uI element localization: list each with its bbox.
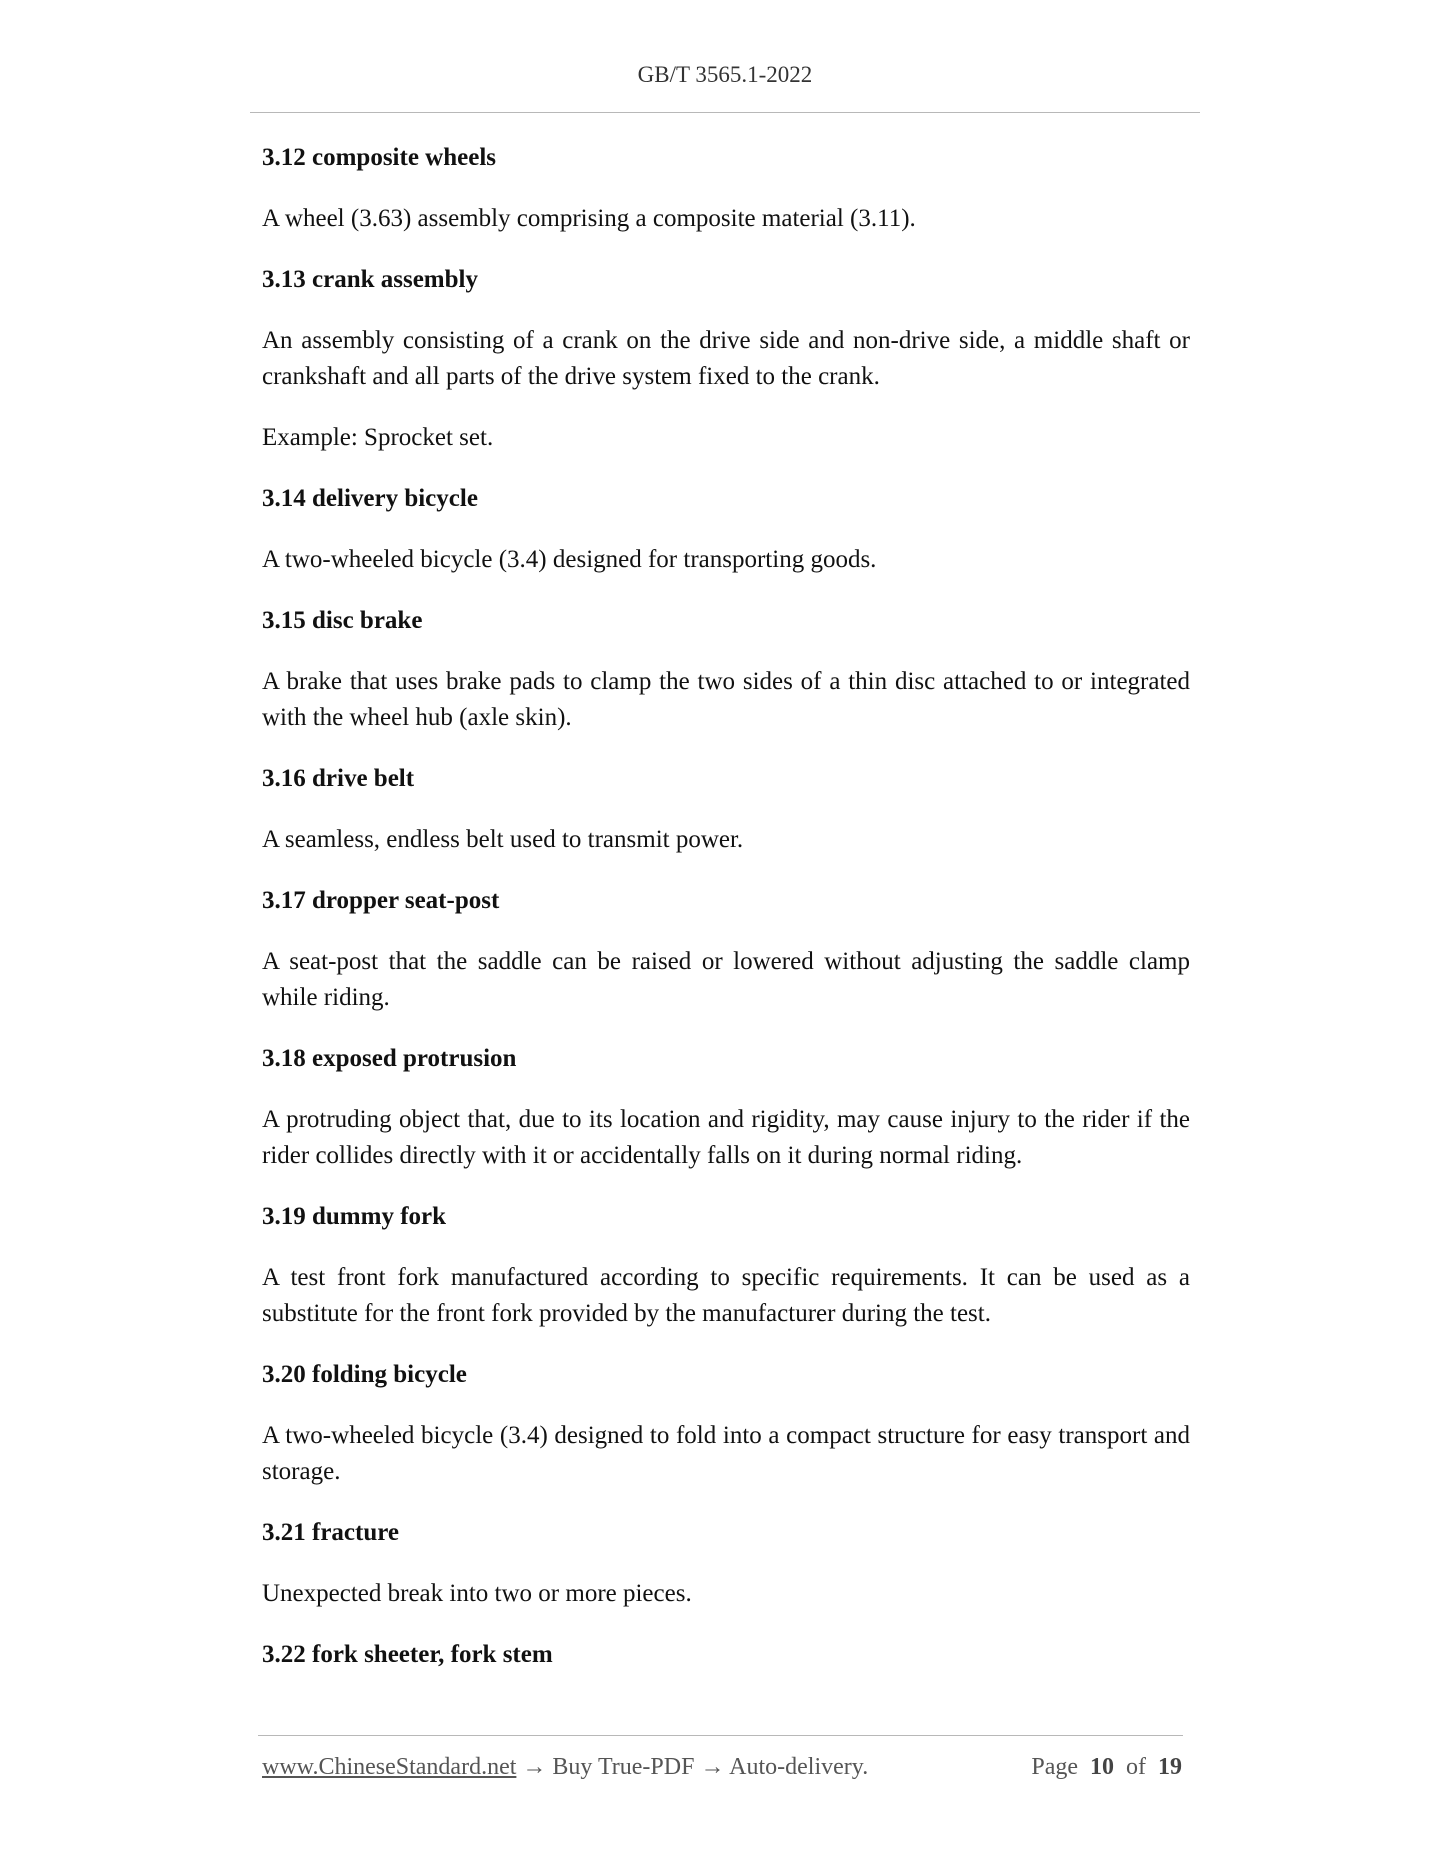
page-label: Page: [1031, 1754, 1078, 1780]
website-link[interactable]: www.ChineseStandard.net: [262, 1754, 517, 1780]
term-heading: 3.14 delivery bicycle: [262, 485, 478, 512]
current-page: 10: [1090, 1754, 1114, 1780]
footer-promo: [262, 1754, 868, 1781]
term-definition: A wheel (3.63) assembly comprising a composite material (3.11).: [262, 205, 916, 232]
term-definition: A two-wheeled bicycle (3.4) designed to fold into a compact structure for easy transport and storage.: [262, 1422, 1190, 1485]
document-body: [262, 140, 1190, 1698]
total-pages: 19: [1158, 1754, 1182, 1780]
term-heading: 3.16 drive belt: [262, 765, 415, 792]
term-heading: 3.12 composite wheels: [262, 144, 496, 171]
page-number: [1031, 1754, 1182, 1781]
term-heading: 3.15 disc brake: [262, 607, 423, 634]
term-definition: Unexpected break into two or more pieces.: [262, 1580, 692, 1607]
term-heading: 3.13 crank assembly: [262, 266, 478, 293]
arrow-right-icon: →: [700, 1754, 725, 1780]
term-definition: A test front fork manufactured according to specific requirements. It can be used as a substitute for the front fork provided by the manufacturer during the test.: [262, 1264, 1190, 1327]
term-heading: 3.17 dropper seat-post: [262, 887, 500, 914]
term-definition: A seamless, endless belt used to transmit power.: [262, 826, 744, 853]
arrow-right-icon: →: [522, 1754, 547, 1780]
term-definition: A two-wheeled bicycle (3.4) designed for transporting goods.: [262, 546, 877, 573]
page-header: GB/T 3565.1-2022: [637, 62, 813, 87]
header-divider: [250, 112, 1200, 113]
term-heading: 3.20 folding bicycle: [262, 1361, 467, 1388]
term-heading: 3.18 exposed protrusion: [262, 1045, 517, 1072]
term-definition: A seat-post that the saddle can be raised or lowered without adjusting the saddle clamp while riding.: [262, 948, 1190, 1011]
term-heading: 3.19 dummy fork: [262, 1203, 447, 1230]
term-definition: An assembly consisting of a crank on the drive side and non-drive side, a middle shaft or crankshaft and all parts of the drive system fixed to the crank.: [262, 327, 1190, 390]
term-definition: A protruding object that, due to its location and rigidity, may cause injury to the rider if the rider collides directly with it or accidentally falls on it during normal riding.: [262, 1106, 1190, 1169]
term-heading: 3.21 fracture: [262, 1519, 399, 1546]
footer-divider: [258, 1735, 1183, 1736]
term-heading: 3.22 fork sheeter, fork stem: [262, 1641, 553, 1668]
buy-pdf-text: Buy True-PDF: [552, 1754, 695, 1780]
term-example: Example: Sprocket set.: [262, 424, 494, 451]
term-definition: A brake that uses brake pads to clamp the two sides of a thin disc attached to or integrated with the wheel hub (axle skin).: [262, 668, 1190, 731]
auto-delivery-text: Auto-delivery.: [729, 1754, 869, 1780]
of-label: of: [1126, 1754, 1146, 1780]
